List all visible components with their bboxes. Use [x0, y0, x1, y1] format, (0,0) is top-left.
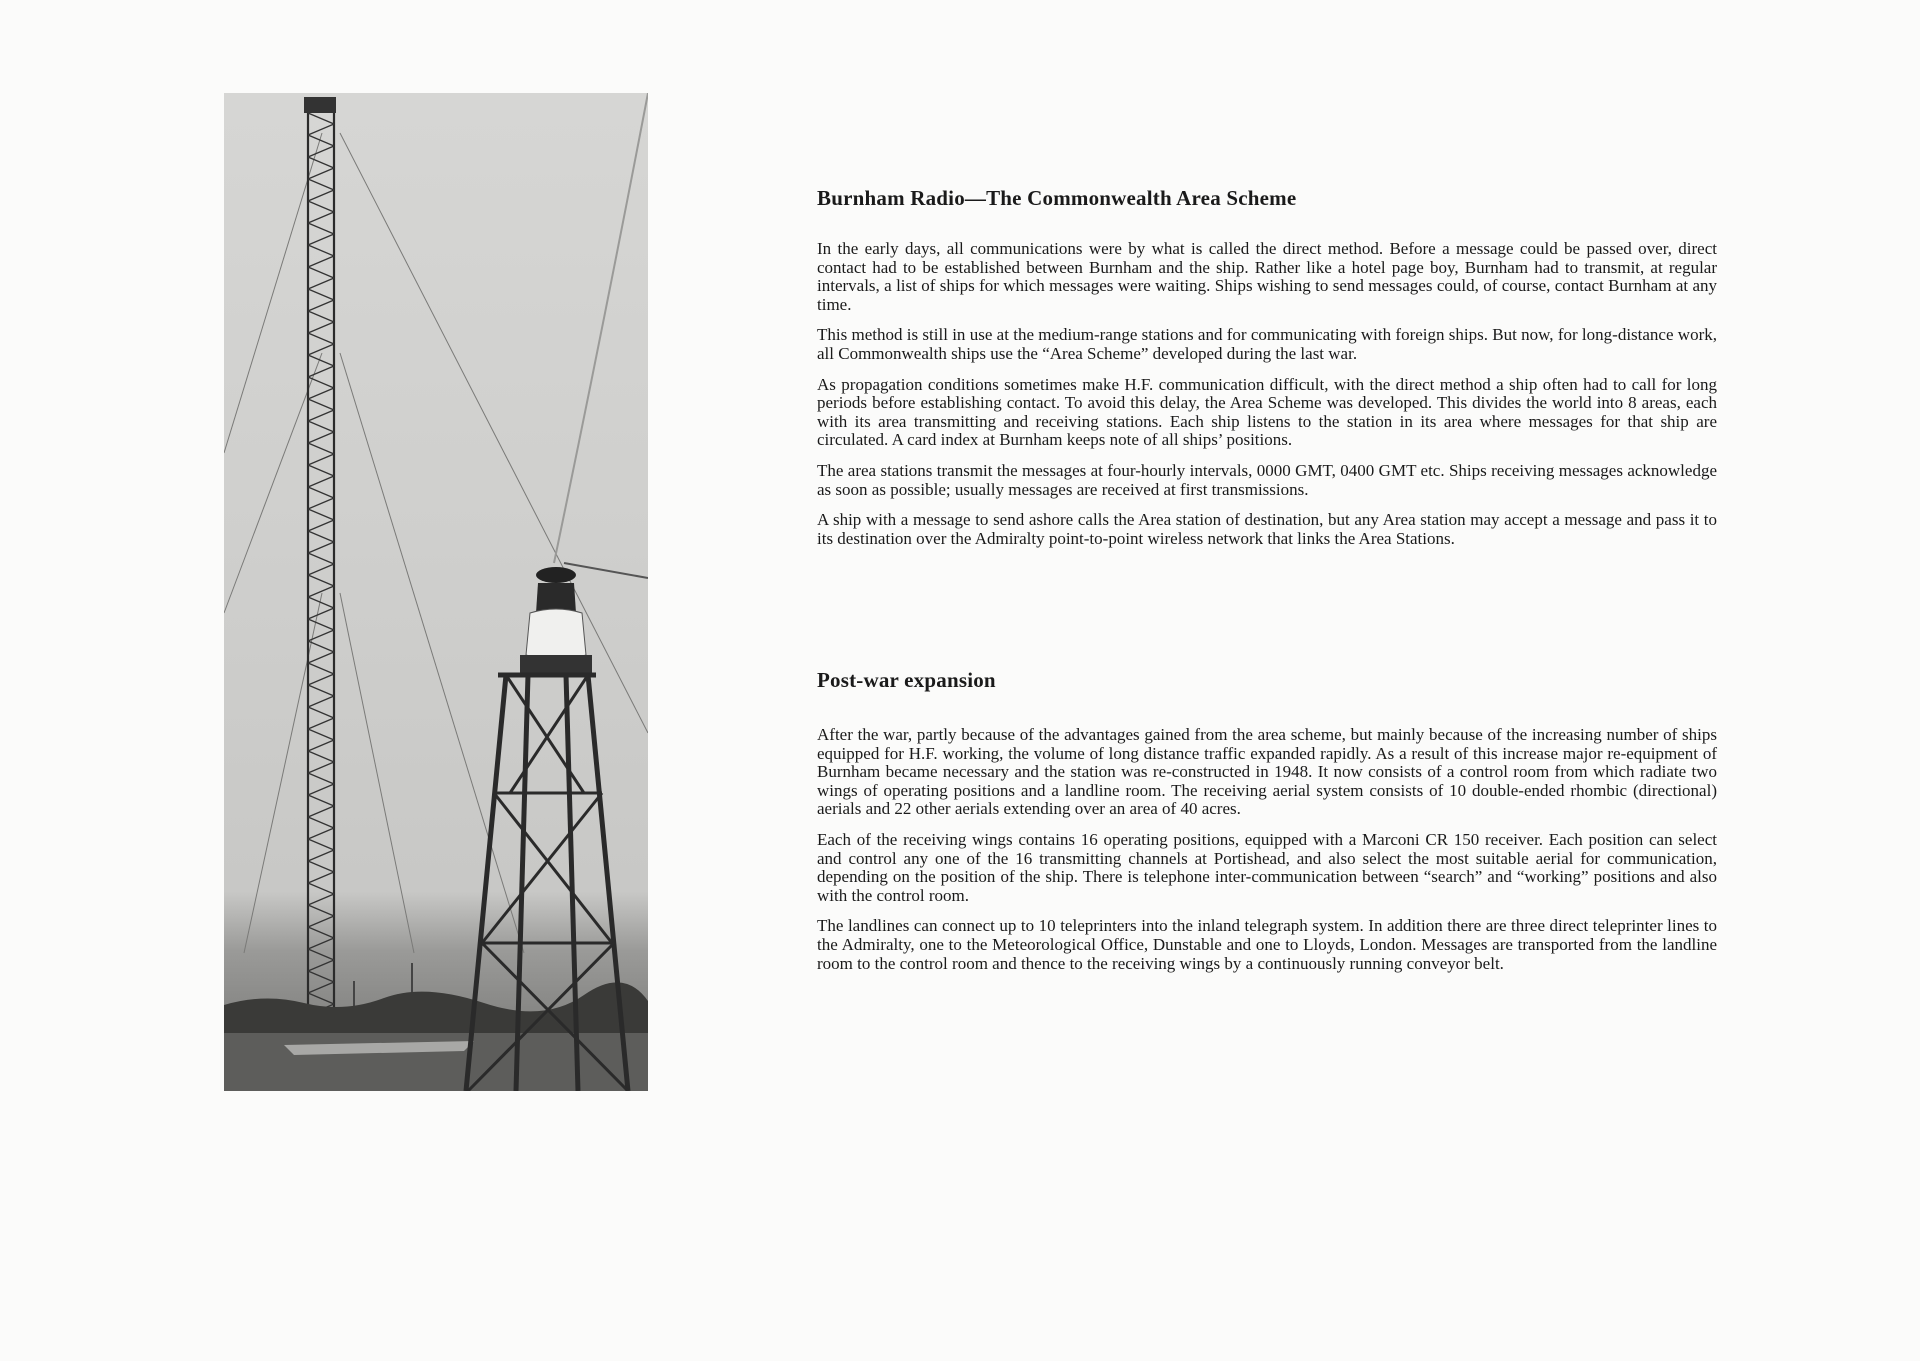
paragraph: As propagation conditions sometimes make H.F. communication difficult, with the direct method a ship often had to call for long periods before establishing contact. To avoid this delay, the Area Scheme was developed. This divides the world into 8 areas, each with its area transmitting and receiving stations. Each ship listens to the station in its area where messages for that ship are circulated. A card index at Burnham keeps note of all ships’ positions.	[817, 374, 1717, 450]
paragraph: A ship with a message to send ashore calls the Area station of destination, but any Area station may accept a message and pass it to its destination over the Admiralty point-to-point wireless network that links the Area Stations.	[817, 510, 1717, 548]
paragraph: The landlines can connect up to 10 teleprinters into the inland telegraph system. In addition there are three direct teleprinter lines to the Admiralty, one to the Meteorological Office, Dunstable and one to Lloyds, London. Messages are transported from the landline room to the control room and thence to the receiving wings by a continuously running conveyor belt.	[817, 916, 1717, 973]
paragraph: This method is still in use at the medium-range stations and for communicating with foreign ships. But now, for long-distance work, all Commonwealth ships use the “Area Scheme” developed during the last war.	[817, 325, 1717, 363]
section-area-scheme	[817, 186, 1717, 560]
paragraph: After the war, partly because of the advantages gained from the area scheme, but mainly because of the increasing number of ships equipped for H.F. working, the volume of long distance traffic expanded rapidly. As a result of this increase major re-equipment of Burnham became necessary and the station was re-constructed in 1948. It now consists of a control room from which radiate two wings of operating positions and a landline room. The receiving aerial system consists of 10 double-ended rhombic (directional) aerials and 22 other aerials extending over an area of 40 acres.	[817, 725, 1717, 819]
paragraph: The area stations transmit the messages at four-hourly intervals, 0000 GMT, 0400 GMT etc. Ships receiving messages acknowledge as soon as possible; usually messages are received at first transmissions.	[817, 460, 1717, 499]
paragraph: Each of the receiving wings contains 16 operating positions, equipped with a Marconi CR 150 receiver. Each position can select and control any one of the 16 transmitting channels at Portishead, and also select the most suitable aerial for communication, depending on the position of the ship. There is telephone inter-communication between “search” and “working” positions and also with the control room.	[817, 829, 1717, 905]
paragraph: In the early days, all communications were by what is called the direct method. Before a message could be passed over, direct contact had to be established between Burnham and the ship. Rather like a hotel page boy, Burnham had to transmit, at regular intervals, a list of ships for which messages were waiting. Ships wishing to send messages could, of course, contact Burnham at any time.	[817, 239, 1717, 314]
section-post-war-expansion	[817, 668, 1717, 985]
radio-mast-photo	[224, 93, 648, 1091]
section-heading: Post-war expansion	[817, 668, 996, 692]
mast-illustration	[224, 93, 648, 1091]
section-heading: Burnham Radio—The Commonwealth Area Scheme	[817, 186, 1297, 210]
